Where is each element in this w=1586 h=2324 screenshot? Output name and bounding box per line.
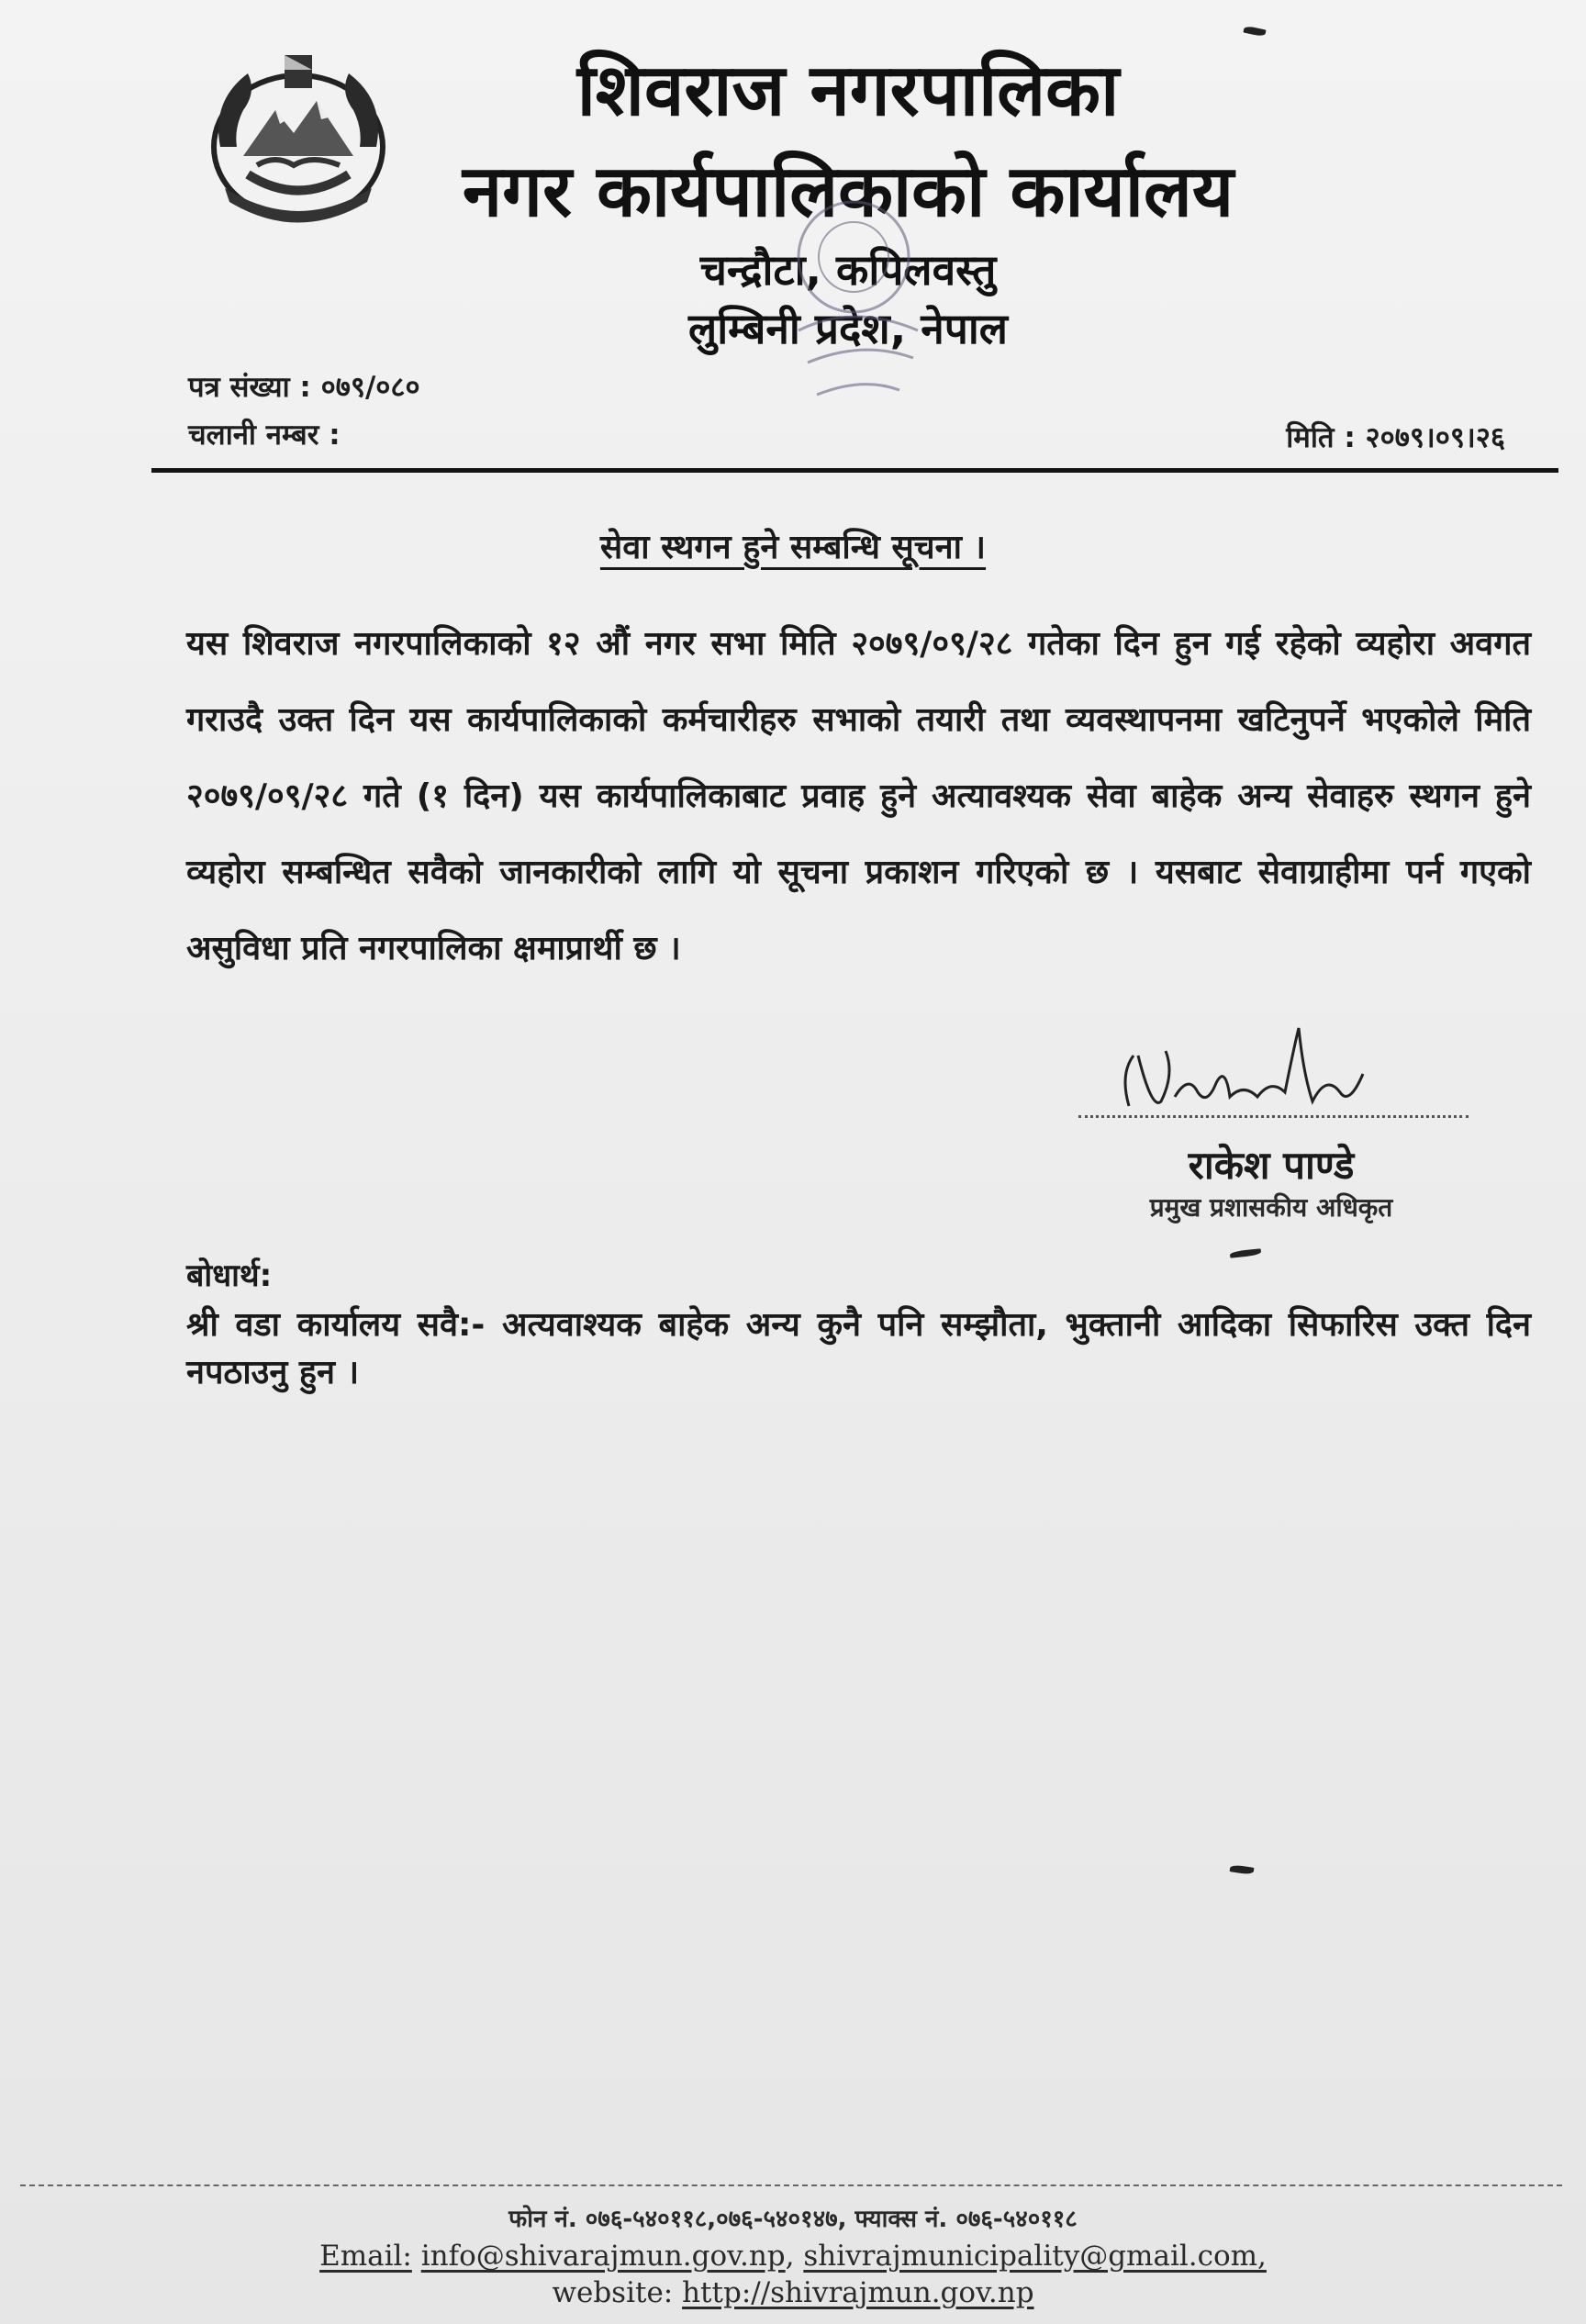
- footer-website: [0, 2276, 1586, 2309]
- email-label: Email:: [319, 2240, 412, 2273]
- email-separator: ,: [785, 2240, 795, 2273]
- handwritten-signature: [1111, 1019, 1404, 1129]
- footer-divider: [20, 2184, 1562, 2186]
- header-divider: [151, 468, 1558, 473]
- website-link[interactable]: http://shivrajmun.gov.np: [682, 2276, 1034, 2309]
- ink-mark: [1230, 1864, 1255, 1875]
- cc-text: श्री वडा कार्यालय सवै:- अत्यवाश्यक बाहेक अन्य कुनै पनि सम्झौता, भुक्तानी आदिका सिफारिस उक्त दिन नपठाउनु हुन ।: [186, 1306, 1531, 1391]
- office-name: नगर कार्यपालिकाको कार्यालय: [462, 151, 1234, 233]
- province-country: लुम्बिनी प्रदेश, नेपाल: [688, 304, 1008, 353]
- cc-label: बोधार्थ:: [186, 1257, 273, 1294]
- ink-mark: [1243, 26, 1266, 38]
- office-stamp-icon: [762, 193, 945, 441]
- letter-date: मिति : २०७९।०९।२६: [1286, 421, 1505, 454]
- website-label: website:: [552, 2276, 674, 2309]
- ink-mark: [1230, 1248, 1262, 1258]
- dispatch-number: चलानी नम्बर :: [188, 419, 341, 452]
- email-link-info[interactable]: info@shivarajmun.gov.np: [420, 2240, 786, 2273]
- signatory-name: राकेश पाण्डे: [1188, 1143, 1355, 1188]
- signature-line: [1078, 1115, 1469, 1118]
- signatory-designation: प्रमुख प्रशासकीय अधिकृत: [1149, 1192, 1393, 1223]
- municipality-name: शिवराज नगरपालिका: [576, 50, 1120, 132]
- letter-number: पत्र संख्या : ०७९/०८०: [188, 371, 420, 404]
- footer-phone: फोन नं. ०७६-५४०११८,०७६-५४०१४७, फ्याक्स नं. ०७६-५४०११८: [508, 2206, 1078, 2233]
- notice-subject: सेवा स्थगन हुने सम्बन्धि सूचना ।: [599, 529, 987, 566]
- notice-body: यस शिवराज नगरपालिकाको १२ औं नगर सभा मिति २०७९/०९/२८ गतेका दिन हुन गई रहेको व्यहोरा अवगत गराउदै उक्त दिन यस कार्यपालिकाको कर्मचारीहरु सभाको तयारी तथा व्यवस्थापनमा खटिनुपर्ने भएकोले मिति २०७९/०९/२८ गते (१ दिन) यस कार्यपालिकाबाट प्रवाह हुने अत्यावश्यक सेवा बाहेक अन्य सेवाहरु स्थगन हुने व्यहोरा सम्बन्धित सवैको जानकारीको लागि यो सूचना प्रकाशन गरिएको छ । यसबाट सेवाग्राहीमा पर्न गएको असुविधा प्रति नगरपालिका क्षमाप्रार्थी छ ।: [186, 625, 1531, 967]
- office-address: चन्द्रौटा, कपिलवस्तु: [699, 245, 997, 295]
- footer-email: [0, 2240, 1586, 2273]
- email-link-gmail[interactable]: shivrajmunicipality@gmail.com,: [803, 2240, 1267, 2273]
